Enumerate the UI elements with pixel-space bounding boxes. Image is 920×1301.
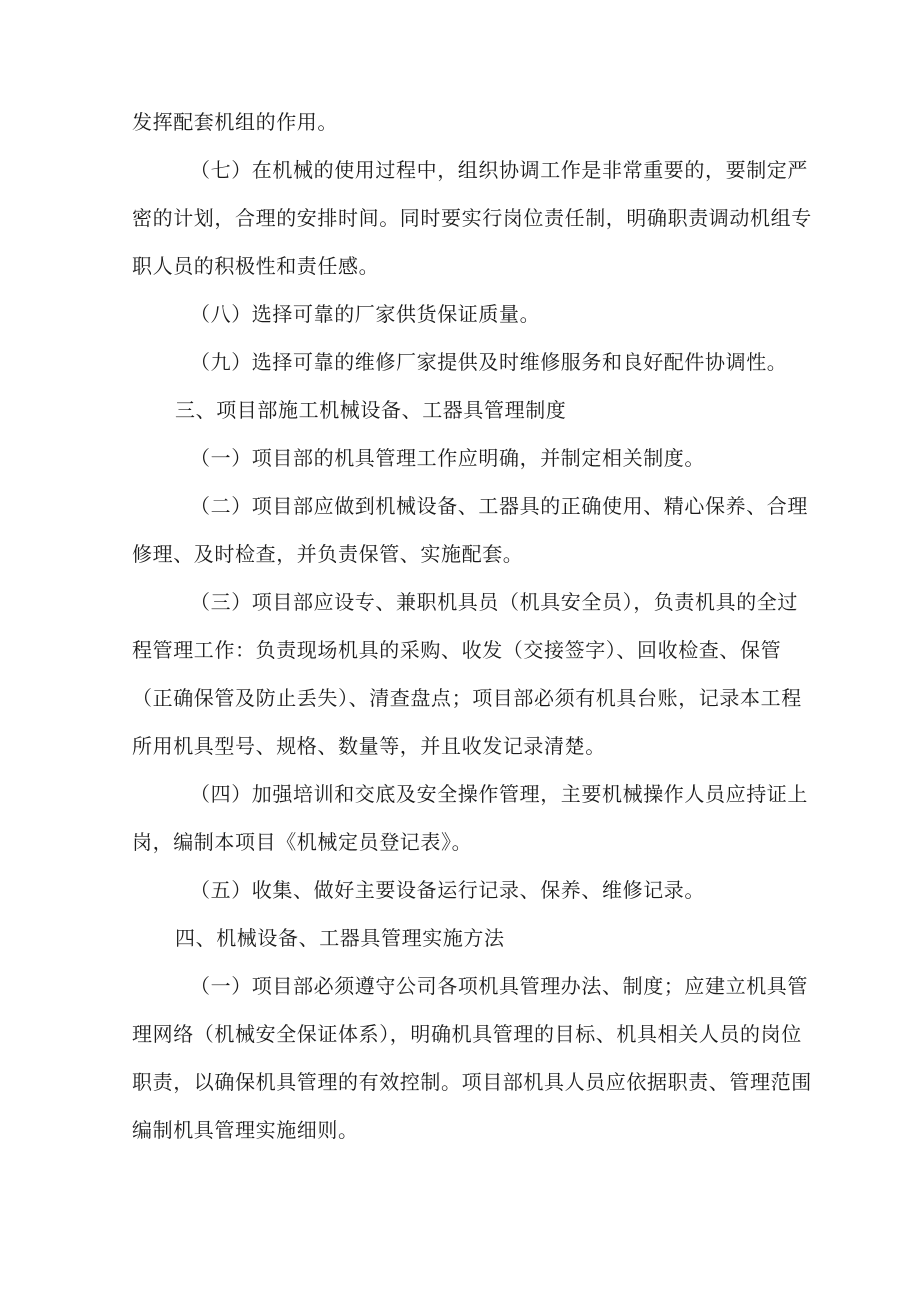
text-line: 岗，编制本项目《机械定员登记表》。	[132, 830, 473, 854]
text-line: 职人员的积极性和责任感。	[132, 254, 380, 278]
text-line: 所用机具型号、规格、数量等，并且收发记录清楚。	[132, 734, 606, 758]
text-line: （四）加强培训和交底及安全操作管理，主要机械操作人员应持证上	[190, 782, 808, 806]
text-line: （五）收集、做好主要设备运行记录、保养、维修记录。	[190, 878, 705, 902]
text-line: 编制机具管理实施细则。	[132, 1118, 359, 1142]
text-line: 密的计划，合理的安排时间。同时要实行岗位责任制，明确职责调动机组专	[132, 206, 812, 230]
text-line: （正确保管及防止丢失）、清查盘点；项目部必须有机具台账，记录本工程	[132, 686, 802, 710]
text-line: 发挥配套机组的作用。	[132, 110, 338, 134]
text-line: （九）选择可靠的维修厂家提供及时维修服务和良好配件协调性。	[190, 350, 788, 374]
section-heading: 四、机械设备、工器具管理实施方法	[175, 926, 505, 950]
text-line: （八）选择可靠的厂家供货保证质量。	[190, 302, 541, 326]
text-line: 职责，以确保机具管理的有效控制。项目部机具人员应依据职责、管理范围	[132, 1070, 812, 1094]
text-line: 理网络（机械安全保证体系），明确机具管理的目标、机具相关人员的岗位	[132, 1022, 802, 1046]
text-line: （二）项目部应做到机械设备、工器具的正确使用、精心保养、合理	[190, 494, 808, 518]
text-line: （七）在机械的使用过程中，组织协调工作是非常重要的，要制定严	[190, 158, 808, 182]
text-line: 修理、及时检查，并负责保管、实施配套。	[132, 542, 524, 566]
section-heading: 三、项目部施工机械设备、工器具管理制度	[175, 398, 567, 422]
text-line: （一）项目部的机具管理工作应明确，并制定相关制度。	[190, 446, 705, 470]
text-line: 程管理工作：负责现场机具的采购、收发（交接签字）、回收检查、保管	[132, 638, 782, 662]
text-line: （三）项目部应设专、兼职机具员（机具安全员），负责机具的全过	[190, 590, 798, 614]
text-line: （一）项目部必须遵守公司各项机具管理办法、制度；应建立机具管	[190, 974, 808, 998]
